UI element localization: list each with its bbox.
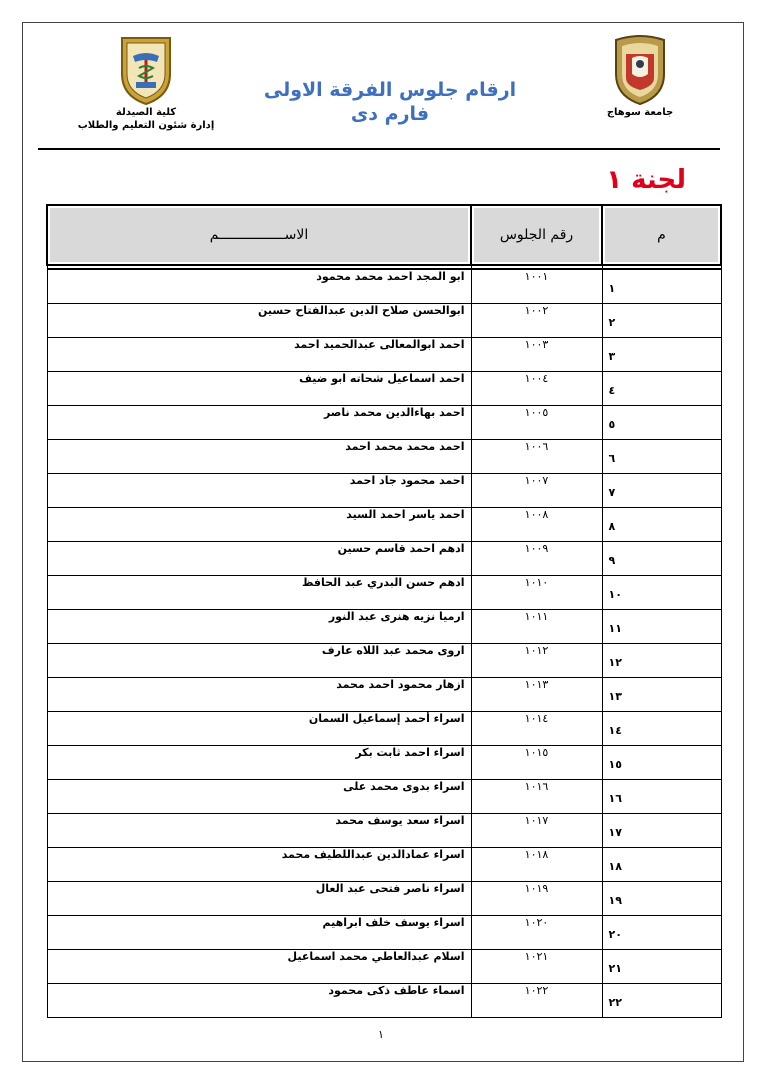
title-line-2: فارم دى bbox=[350, 103, 430, 125]
table-row bbox=[47, 780, 721, 814]
row-student-name: احمد ابوالمعالى عبدالحميد احمد bbox=[47, 338, 471, 372]
row-seat-number: ١٠٠١ bbox=[471, 269, 602, 304]
row-index: ٢٠ bbox=[602, 916, 721, 950]
page-number: ١ bbox=[378, 1028, 384, 1041]
department-name: إدارة شئون التعليم والطلاب bbox=[77, 120, 215, 131]
row-student-name: ارميا نزيه هنرى عبد النور bbox=[47, 610, 471, 644]
row-student-name: اسماء عاطف ذكى محمود bbox=[47, 984, 471, 1018]
table-body bbox=[47, 269, 721, 1018]
header-seat-number: رقم الجلوس bbox=[471, 205, 602, 265]
row-index: ٦ bbox=[602, 440, 721, 474]
row-index: ١٠ bbox=[602, 576, 721, 610]
row-seat-number: ١٠٠٢ bbox=[471, 304, 602, 338]
row-index: ٢١ bbox=[602, 950, 721, 984]
row-index: ١١ bbox=[602, 610, 721, 644]
row-student-name: اسراء أحمد إسماعيل السمان bbox=[47, 712, 471, 746]
row-index: ٤ bbox=[602, 372, 721, 406]
table-row bbox=[47, 338, 721, 372]
table-row bbox=[47, 269, 721, 304]
row-seat-number: ١٠٠٧ bbox=[471, 474, 602, 508]
row-seat-number: ١٠٠٥ bbox=[471, 406, 602, 440]
row-index: ١٥ bbox=[602, 746, 721, 780]
table-row bbox=[47, 712, 721, 746]
row-student-name: اسراء ناصر فتحى عبد العال bbox=[47, 882, 471, 916]
header-divider bbox=[38, 148, 720, 150]
table-row bbox=[47, 610, 721, 644]
table-row bbox=[47, 848, 721, 882]
table-row bbox=[47, 916, 721, 950]
row-seat-number: ١٠١٤ bbox=[471, 712, 602, 746]
committee-label: لجنة ١ bbox=[606, 165, 686, 195]
row-index: ١٣ bbox=[602, 678, 721, 712]
row-student-name: اسراء يوسف خلف ابراهيم bbox=[47, 916, 471, 950]
row-index: ١٨ bbox=[602, 848, 721, 882]
row-student-name: احمد بهاءالدين محمد ناصر bbox=[47, 406, 471, 440]
table-row bbox=[47, 440, 721, 474]
header-index: م bbox=[602, 205, 721, 265]
row-seat-number: ١٠٢٢ bbox=[471, 984, 602, 1018]
row-student-name: اسراء سعد يوسف محمد bbox=[47, 814, 471, 848]
row-index: ١٤ bbox=[602, 712, 721, 746]
row-index: ١٧ bbox=[602, 814, 721, 848]
row-student-name: اسلام عبدالعاطي محمد اسماعيل bbox=[47, 950, 471, 984]
table-header-row bbox=[47, 205, 721, 265]
row-seat-number: ١٠٠٨ bbox=[471, 508, 602, 542]
row-seat-number: ١٠١٣ bbox=[471, 678, 602, 712]
title-line-1: ارقام جلوس الفرقة الاولى bbox=[263, 79, 517, 101]
row-index: ٢٢ bbox=[602, 984, 721, 1018]
table-row bbox=[47, 984, 721, 1018]
table-row bbox=[47, 814, 721, 848]
row-seat-number: ١٠١٥ bbox=[471, 746, 602, 780]
row-seat-number: ١٠١٠ bbox=[471, 576, 602, 610]
row-seat-number: ١٠٢٠ bbox=[471, 916, 602, 950]
table-row bbox=[47, 406, 721, 440]
header-name: الاســــــــــــــــم bbox=[47, 205, 471, 265]
row-seat-number: ١٠١٦ bbox=[471, 780, 602, 814]
row-seat-number: ١٠٠٦ bbox=[471, 440, 602, 474]
row-index: ١٩ bbox=[602, 882, 721, 916]
pharmacy-faculty-logo-icon bbox=[118, 34, 174, 106]
row-seat-number: ١٠١٧ bbox=[471, 814, 602, 848]
row-index: ١٢ bbox=[602, 644, 721, 678]
row-index: ١ bbox=[602, 269, 721, 304]
row-student-name: ابو المجد احمد محمد محمود bbox=[47, 269, 471, 304]
row-seat-number: ١٠٢١ bbox=[471, 950, 602, 984]
row-index: ٥ bbox=[602, 406, 721, 440]
row-seat-number: ١٠٠٤ bbox=[471, 372, 602, 406]
table-row bbox=[47, 950, 721, 984]
seating-table bbox=[46, 204, 722, 1018]
document-title bbox=[240, 78, 540, 126]
table-row bbox=[47, 576, 721, 610]
row-seat-number: ١٠٠٣ bbox=[471, 338, 602, 372]
row-student-name: ابوالحسن صلاح الدين عبدالفتاح حسين bbox=[47, 304, 471, 338]
row-student-name: احمد اسماعيل شحاته ابو ضيف bbox=[47, 372, 471, 406]
row-student-name: احمد محمد محمد احمد bbox=[47, 440, 471, 474]
row-seat-number: ١٠١٢ bbox=[471, 644, 602, 678]
row-index: ١٦ bbox=[602, 780, 721, 814]
row-student-name: اسراء عمادالدين عبداللطيف محمد bbox=[47, 848, 471, 882]
row-student-name: اسراء احمد ثابت بكر bbox=[47, 746, 471, 780]
table-row bbox=[47, 304, 721, 338]
row-seat-number: ١٠١١ bbox=[471, 610, 602, 644]
row-seat-number: ١٠٠٩ bbox=[471, 542, 602, 576]
university-header bbox=[570, 34, 710, 119]
table-row bbox=[47, 542, 721, 576]
table-row bbox=[47, 746, 721, 780]
row-student-name: اروى محمد عبد اللاه عارف bbox=[47, 644, 471, 678]
university-name: جامعة سوهاج bbox=[606, 107, 674, 118]
sohag-university-logo-icon bbox=[612, 34, 668, 106]
row-index: ٨ bbox=[602, 508, 721, 542]
row-index: ٣ bbox=[602, 338, 721, 372]
row-index: ٩ bbox=[602, 542, 721, 576]
row-student-name: احمد ياسر احمد السيد bbox=[47, 508, 471, 542]
table-row bbox=[47, 508, 721, 542]
faculty-name: كلية الصيدلة bbox=[115, 107, 177, 118]
row-index: ٧ bbox=[602, 474, 721, 508]
row-seat-number: ١٠١٨ bbox=[471, 848, 602, 882]
row-student-name: ادهم حسن البدري عبد الحافظ bbox=[47, 576, 471, 610]
table-row bbox=[47, 882, 721, 916]
row-seat-number: ١٠١٩ bbox=[471, 882, 602, 916]
table-row bbox=[47, 372, 721, 406]
row-student-name: اسراء بدوى محمد على bbox=[47, 780, 471, 814]
table-row bbox=[47, 678, 721, 712]
faculty-header bbox=[76, 34, 216, 132]
table-row bbox=[47, 644, 721, 678]
row-student-name: احمد محمود جاد احمد bbox=[47, 474, 471, 508]
table-row bbox=[47, 474, 721, 508]
row-student-name: ازهار محمود احمد محمد bbox=[47, 678, 471, 712]
row-index: ٢ bbox=[602, 304, 721, 338]
row-student-name: ادهم احمد قاسم حسين bbox=[47, 542, 471, 576]
